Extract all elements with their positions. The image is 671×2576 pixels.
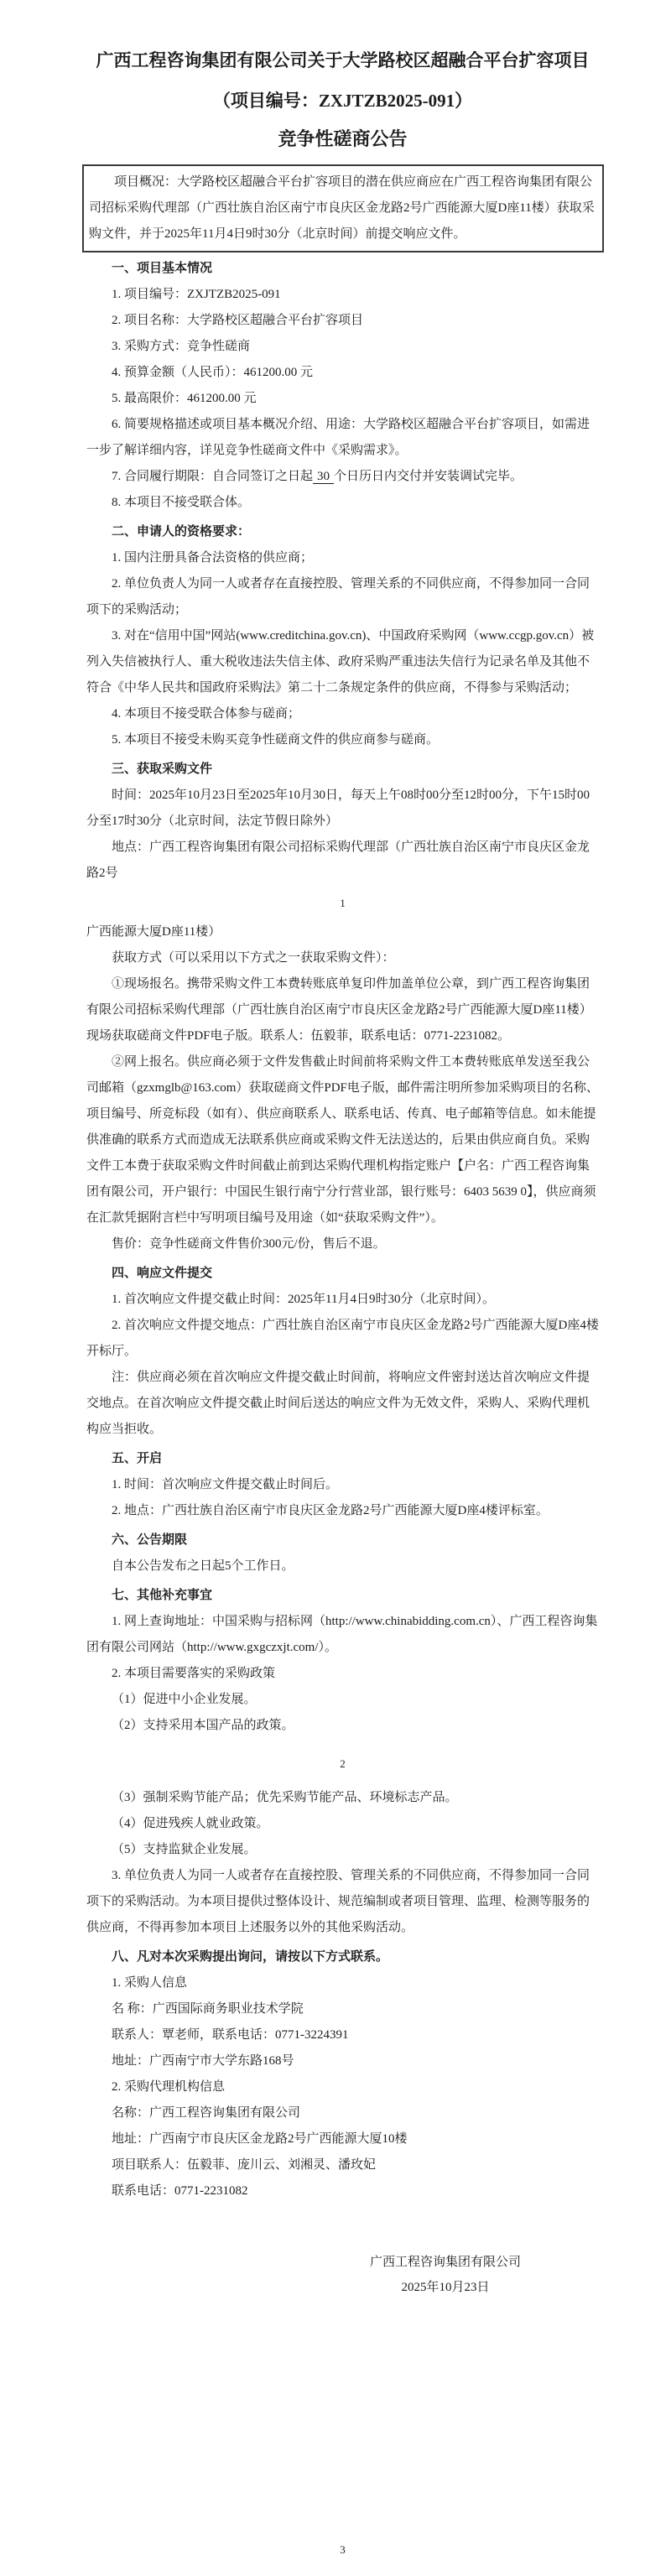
section4-heading: 四、响应文件提交 [112,1267,213,1280]
para-obtain-method-online: ②网上报名。供应商必须于文件发售截止时间前将采购文件工本费转账底单发送至我公司邮箱（gzxmglb@163.com）获取磋商文件PDF电子版，邮件需注明所参加采购项目的名称、项目编号、所竞标段（如有）、供应商联系人、联系电话、传真、电子邮箱等信息。如未能提供准确的联系方式而造成无法联系供应商或采购文件无法送达的，后果由供应商自负。采购文件工本费于获取采购文件时间截止前到达采购代理机构指定账户【户名：广西工程咨询集团有限公司，开户银行：中国民生银行南宁分行营业部，银行账号：6403 5639 0】，供应商须在汇款凭据附言栏中写明项目编号及用途（如“获取采购文件”）。 [86,1055,599,1225]
para-obtain-place-part1: 地点：广西工程咨询集团有限公司招标采购代理部（广西壮族自治区南宁市良庆区金龙路2号 [86,840,590,880]
para-agency-name: 名称：广西工程咨询集团有限公司 [112,2106,301,2120]
para-policy-2: （2）支持采用本国产品的政策。 [112,1719,294,1732]
para-opening-time: 1. 时间：首次响应文件提交截止时间后。 [112,1478,339,1491]
para-qualification-5: 5. 本项目不接受未购买竞争性磋商文件的供应商参与磋商。 [112,733,440,747]
para-policy-3: （3）强制采购节能产品；优先采购节能产品、环境标志产品。 [112,1791,458,1804]
para-online-query: 1. 网上查询地址：中国采购与招标网（http://www.chinabidding.com.cn）、广西工程咨询集团有限公司网站（http://www.gxgczxjt.com/）。 [86,1615,598,1654]
section2-heading: 二、申请人的资格要求： [112,525,251,539]
para-project-name: 2. 项目名称：大学路校区超融合平台扩容项目 [112,314,364,327]
page-number-1: 1 [340,897,346,909]
para-budget-amount: 4. 预算金额（人民币）：461200.00 元 [112,366,314,379]
signature-block [366,2250,525,2300]
para-policy-intro: 2. 本项目需要落实的采购政策 [112,1667,276,1680]
para-purchaser-address: 地址：广西南宁市大学东路168号 [112,2054,294,2068]
para-qualification-2: 2. 单位负责人为同一人或者存在直接控股、管理关系的不同供应商，不得参加同一合同项下的采购活动； [86,577,590,617]
para-agency-address: 地址：广西南宁市良庆区金龙路2号广西能源大厦10楼 [112,2132,408,2146]
para-qualification-1: 1. 国内注册具备合法资格的供应商； [112,551,314,565]
signature-date: 2025年10月23日 [401,2281,490,2294]
para-obtain-method-intro: 获取方式（可以采用以下方式之一获取采购文件）： [112,951,395,965]
para-opening-place: 2. 地点：广西壮族自治区南宁市良庆区金龙路2号广西能源大厦D座4楼评标室。 [112,1504,549,1517]
para-announcement-period: 自本公告发布之日起5个工作日。 [112,1559,294,1573]
para-policy-1: （1）促进中小企业发展。 [112,1693,257,1706]
doc-title-line2: （项目编号：ZXJTZB2025-091） [212,91,473,111]
para-brief-description: 6. 简要规格描述或项目基本概况介绍、用途：大学路校区超融合平台扩容项目，如需进一步了解详细内容，详见竞争性磋商文件中《采购需求》。 [86,418,590,457]
contract-period-suffix: 个日历日内交付并安装调试完毕。 [334,470,523,483]
contract-period-days: 30 [313,470,334,484]
signature-company: 广西工程咨询集团有限公司 [369,2256,521,2269]
doc-subtitle: 竞争性磋商公告 [278,128,408,149]
para-other-restriction: 3. 单位负责人为同一人或者存在直接控股、管理关系的不同供应商，不得参加同一合同项下的采购活动。为本项目提供过整体设计、规范编制或者项目管理、监理、检测等服务的供应商，不得再参加本项目上述服务以外的其他采购活动。 [86,1869,590,1934]
para-purchaser-name: 名 称：广西国际商务职业技术学院 [112,2002,304,2016]
para-submission-place: 2. 首次响应文件提交地点：广西壮族自治区南宁市良庆区金龙路2号广西能源大厦D座4楼开标厅。 [86,1319,599,1358]
project-overview-box [82,164,604,252]
para-agency-info-title: 2. 采购代理机构信息 [112,2080,226,2094]
para-agency-contacts: 项目联系人：伍毅菲、庞川云、刘湘灵、潘玫妃 [112,2158,377,2172]
para-contract-period [86,464,599,490]
para-no-consortium: 8. 本项目不接受联合体。 [112,496,251,509]
para-obtain-method-onsite: ①现场报名。携带采购文件工本费转账底单复印件加盖单位公章，到广西工程咨询集团有限公司招标采购代理部（广西壮族自治区南宁市良庆区金龙路2号广西能源大厦D座11楼）现场获取磋商文件PDF电子版。联系人：伍毅菲，联系电话：0771-2231082。 [86,977,592,1043]
contract-period-prefix: 7. 合同履行期限：自合同签订之日起 [112,470,314,483]
para-obtain-time: 时间：2025年10月23日至2025年10月30日，每天上午08时00分至12时00分，下午15时00分至17时30分（北京时间，法定节假日除外） [86,788,590,828]
section6-heading: 六、公告期限 [112,1533,188,1547]
page-number-2: 2 [340,1757,346,1770]
para-policy-4: （4）促进残疾人就业政策。 [112,1817,269,1830]
para-qualification-4: 4. 本项目不接受联合体参与磋商； [112,707,301,721]
section7-heading: 七、其他补充事宜 [112,1589,213,1602]
para-procurement-method: 3. 采购方式：竞争性磋商 [112,340,251,353]
para-submission-deadline: 1. 首次响应文件提交截止时间：2025年11月4日9时30分（北京时间）。 [112,1293,495,1306]
para-purchaser-contact: 联系人：覃老师，联系电话：0771-3224391 [112,2028,349,2042]
para-policy-5: （5）支持监狱企业发展。 [112,1843,257,1856]
para-obtain-place-part2: 广西能源大厦D座11楼） [86,925,221,939]
para-submission-note: 注：供应商必须在首次响应文件提交截止时间前，将响应文件密封送达首次响应文件提交地点。在首次响应文件提交截止时间后送达的响应文件为无效文件，采购人、采购代理机构应当拒收。 [86,1371,590,1436]
project-overview-text: 项目概况：大学路校区超融合平台扩容项目的潜在供应商应在广西工程咨询集团有限公司招标采购代理部（广西壮族自治区南宁市良庆区金龙路2号广西能源大厦D座11楼）获取采购文件，并于2025年11月4日9时30分（北京时间）前提交响应文件。 [89,175,595,241]
section1-heading: 一、项目基本情况 [112,262,213,275]
section8-heading: 八、凡对本次采购提出询问，请按以下方式联系。 [112,1950,389,1964]
para-max-price: 5. 最高限价：461200.00 元 [112,392,257,405]
page-number-3: 3 [340,2543,346,2556]
para-project-number: 1. 项目编号：ZXJTZB2025-091 [112,288,281,301]
para-qualification-3: 3. 对在“信用中国”网站(www.creditchina.gov.cn)、中国政府采购网（www.ccgp.gov.cn）被列入失信被执行人、重大税收违法失信主体、政府采购严重违法失信行为记录名单及其他不符合《中华人民共和国政府采购法》第二十二条规定条件的供应商，不得参与采购活动； [86,629,595,695]
para-document-price: 售价：竞争性磋商文件售价300元/份，售后不退。 [112,1237,386,1251]
doc-title-line1: 广西工程咨询集团有限公司关于大学路校区超融合平台扩容项目 [96,50,590,70]
section3-heading: 三、获取采购文件 [112,762,213,776]
para-purchaser-info-title: 1. 采购人信息 [112,1976,188,1990]
para-agency-phone: 联系电话：0771-2231082 [112,2184,248,2198]
section5-heading: 五、开启 [112,1452,163,1465]
